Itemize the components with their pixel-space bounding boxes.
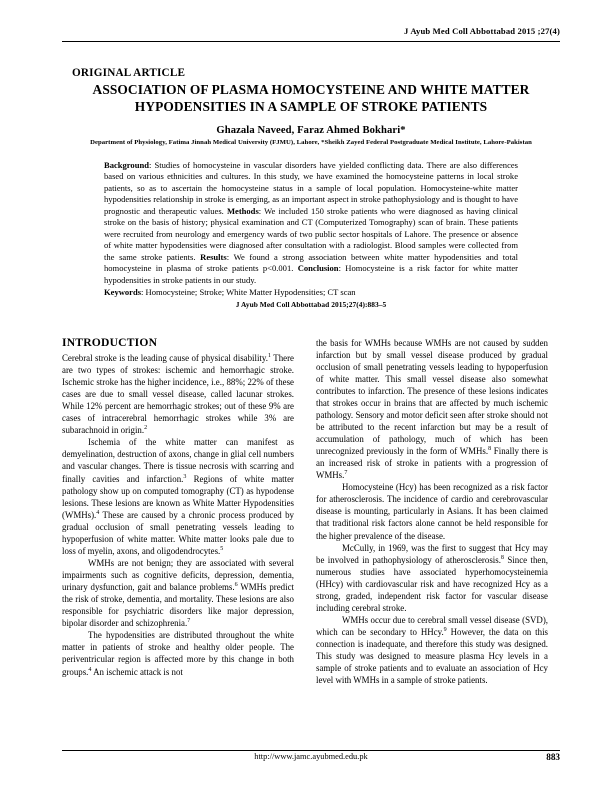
- abstract-conclusion-text: : Homocysteine is a risk factor for white matter hypodensities in stroke patients in our study.: [104, 263, 518, 285]
- abstract-results-label: Results: [200, 251, 227, 262]
- running-head: J Ayub Med Coll Abbottabad 2015 ;27(4): [404, 26, 560, 36]
- body-paragraph: Homocysteine (Hcy) has been recognized as a risk factor for atherosclerosis. The incidence of cardio and cerebrovascular disease is mounting, particularly in Asians. It has been claimed that traditional risk factors alone cannot be held responsible for the higher prevalence of the disease.: [316, 482, 548, 541]
- body-paragraph: WMHs occur due to cerebral small vessel disease (SVD), which can be secondary to HHcy.$^9$ However, the data on this connection is inadequate, and therefore this study was designed. This study was designed to measure plasma Hcy levels in a sample of stroke patients and to evaluate an association of Hcy level with WMHs in a sample of stroke patients.: [316, 614, 548, 686]
- author-list: Ghazala Naveed, Faraz Ahmed Bokhari*: [216, 124, 406, 136]
- right-column-paragraphs: [316, 337, 548, 687]
- abstract-citation: J Ayub Med Coll Abbottabad 2015;27(4):883–5: [235, 299, 387, 309]
- page-number: 883: [546, 752, 560, 762]
- body-paragraph: Ischemia of the white matter can manifest as demyelination, destruction of axons, change in glial cell numbers and vascular changes. There is tissue necrosis with scarring and finally cavities and infarction.$^3$ Regions of white matter pathology show up on computed tomography (CT) as hypodense lesions. These lesions are known as White Matter Hypodensities (WMHs).$^4$ These are caused by a chronic process produced by gradual occlusion of small penetrating vessels leading to hypoperfusion of white matter. White matter looks pale due to loss of myelin, axons, and oligodendrocytes.$^5$: [62, 437, 294, 556]
- abstract-methods-text: : We included 150 stroke patients who were diagnosed as having clinical stroke on the basis of history; physical examination and CT (Computerized Tomography) scan of brain. These patients were recruited from neurology and emergency wards of two public sector hospitals of Lahore. The presence or absence of white matter hypodensities were diagnosed after consultation with a radiologist. Blood samples were collected from the same stroke patients.: [104, 205, 519, 262]
- body-paragraph: McCully, in 1969, was the first to suggest that Hcy may be involved in pathophysiology of atherosclerosis.$^8$ Since then, numerous studies have associated hyperhomocysteinemia (HHcy) with cardiovascular risk and have recognized Hcy as a strong, graded, independent risk factor for vascular disease including cerebral stroke.: [316, 542, 548, 613]
- journal-url[interactable]: http://www.jamc.ayubmed.edu.pk: [254, 752, 368, 761]
- abstract-results-text: : We found a strong association between white matter hypodensities and total homocysteine in plasma of stroke patients p<0.001.: [104, 251, 518, 274]
- column-right: [316, 336, 548, 732]
- abstract-methods-label: Methods: [226, 205, 259, 216]
- page-title: ASSOCIATION OF PLASMA HOMOCYSTEINE AND WHITE MATTER HYPODENSITIES IN A SAMPLE OF STROKE PATIENTS: [92, 82, 530, 115]
- abstract-keywords: Keywords: Homocysteine; Stroke; White Matter Hypodensities; CT scan: [104, 287, 356, 298]
- abstract-conclusion-label: Conclusion: [297, 263, 339, 274]
- header-rule: [62, 41, 560, 42]
- abstract-background-label: Background: [104, 160, 149, 170]
- left-column-paragraphs: [62, 352, 294, 678]
- abstract-section: [104, 160, 518, 310]
- body-paragraph: The hypodensities are distributed throughout the white matter in patients of stroke and healthy older people. The periventricular region is affected more by this change in both groups.$^4$ An ischemic attack is not: [62, 630, 294, 677]
- author-affiliation: Department of Physiology, Fatima Jinnah Medical University (FJMU), Lahore, *Sheikh Zayed Federal Postgraduate Medical Institute, Lahore-Pakistan: [90, 138, 532, 146]
- page-footer: [62, 750, 560, 764]
- body-columns: [62, 336, 560, 732]
- abstract-keywords-text: : Homocysteine; Stroke; White Matter Hypodensities; CT scan: [141, 287, 356, 298]
- body-paragraph: Cerebral stroke is the leading cause of physical disability.$^1$ There are two types of strokes: ischemic and hemorrhagic stroke. Ischemic stroke has the higher incidence, i.e., 88%; 22% of these cases are due to small vessel disease, called lacunar strokes. While 12% percent are hemorrhagic strokes; out of these 9% are cases of intracerebral hemorrhagic strokes while 3% are subarachnoid in origin.$^2$: [62, 352, 294, 436]
- section-heading-introduction: INTRODUCTION: [62, 336, 158, 349]
- article-type-label: ORIGINAL ARTICLE: [72, 67, 186, 79]
- footer-rule: [62, 750, 560, 751]
- title-block: [72, 66, 550, 147]
- body-paragraph: the basis for WMHs because WMHs are not caused by sudden infarction but by small vessel disease produced by gradual occlusion of small penetrating vessels leading to hypoperfusion of white matter. This small vessel disease also somewhat contributes to infarction. The presence of these lesions indicates that strokes occur in brains that are affected by much ischemic pathology. Sensory and motor deficit seen after stroke should not be attributed to the recent infarction but may be a result of accumulation of pathology, much of which has been unrecognized previously in the form of WMHs.$^8$ Finally there is an increased risk of stroke in patients with a progression of WMHs.$^7$: [316, 337, 548, 481]
- body-paragraph: WMHs are not benign; they are associated with several impairments such as cognitive deficits, depression, dementia, urinary dysfunction, gait and balance problems.$^6$ WMHs predict the risk of stroke, dementia, and mortality. These lesions are also responsible for psychiatric disorders like major depression, bipolar disorder and schizophrenia.$^7$: [62, 557, 294, 629]
- abstract-background-text: : Studies of homocysteine in vascular disorders have yielded conflicting data. There are also differences based on various ethnicities and cultures. In this study, we have examined the homocysteine patterns in local stroke patients, so as to ascertain the homocysteine status in a sample of local population. Homocysteine-white matter hypodensities relationship in stroke is emerging, as an important aspect in stroke pathophysiology and is thought to have prognostic and therapeutic values.: [104, 160, 518, 216]
- column-left: [62, 336, 294, 732]
